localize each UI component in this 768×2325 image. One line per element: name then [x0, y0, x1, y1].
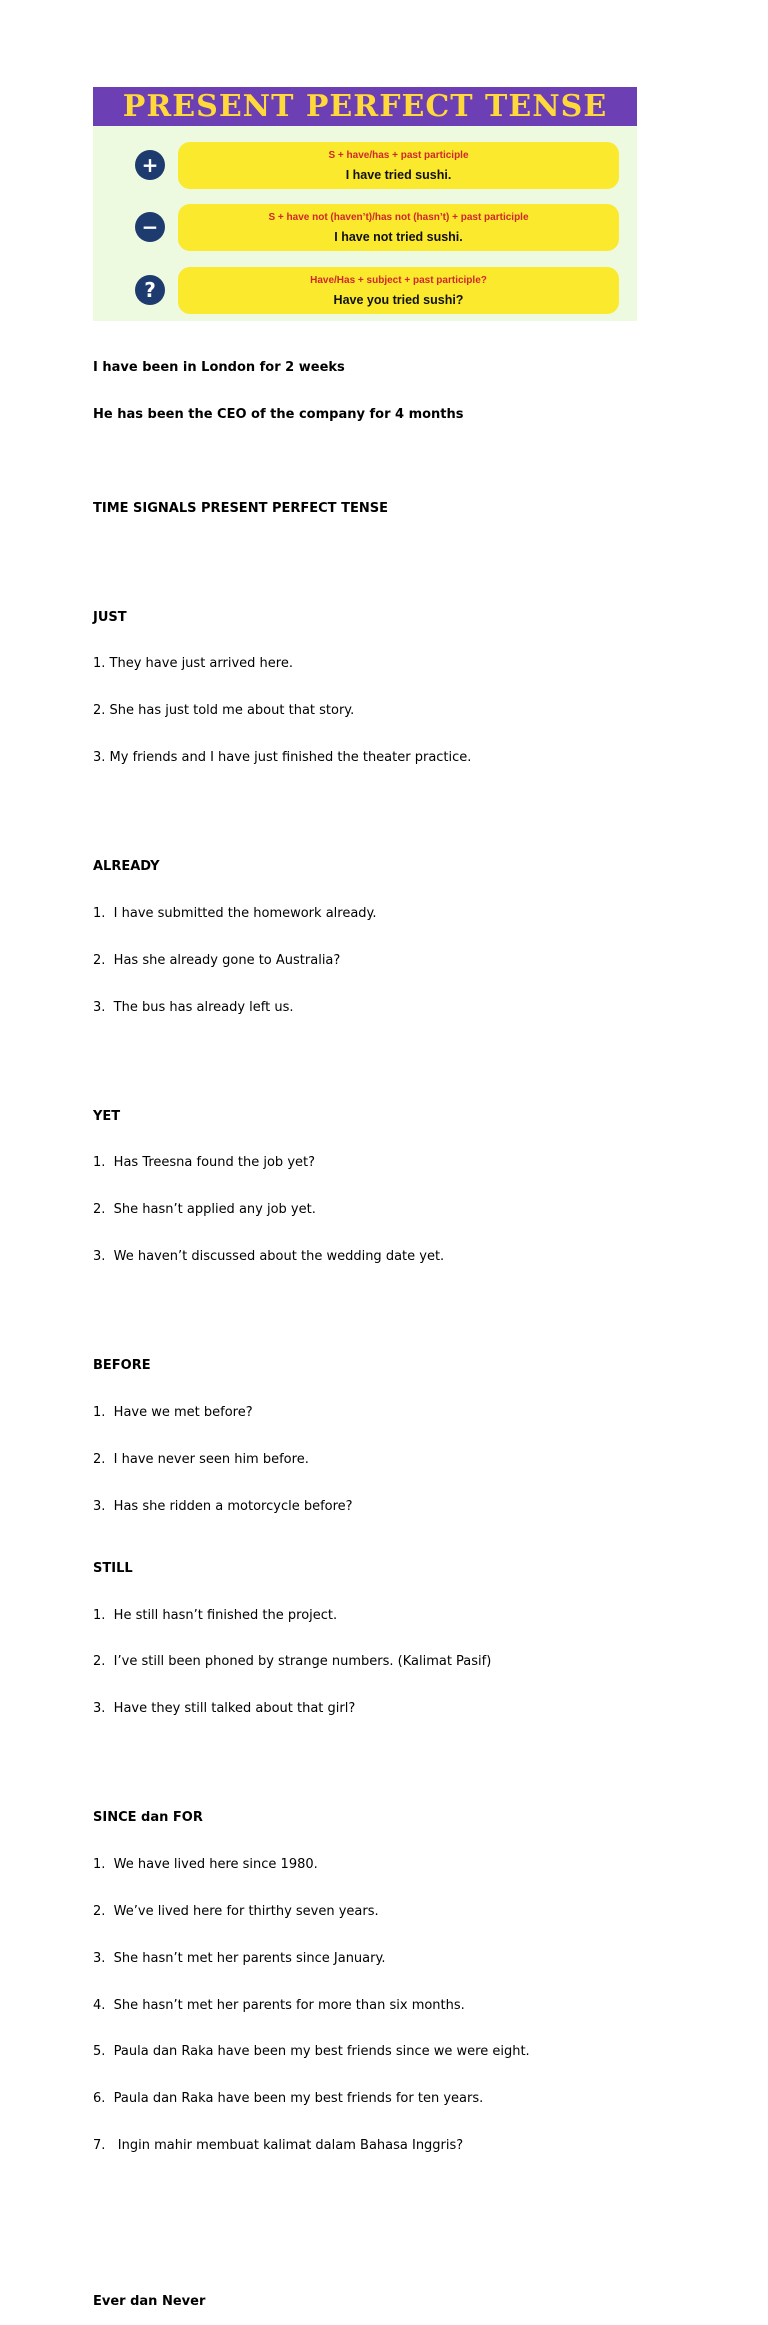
- list-item: 2. She has just told me about that story.: [93, 703, 355, 719]
- spacer: [93, 1046, 733, 1062]
- section-heading-already: ALREADY: [93, 859, 160, 875]
- infographic-title: PRESENT PERFECT TENSE: [122, 88, 608, 124]
- negative-example: I have not tried sushi.: [334, 230, 463, 244]
- list-item: 2. We’ve lived here for thirthy seven years.: [93, 1903, 379, 1919]
- spacer: [93, 1748, 733, 1764]
- spacer: [93, 1296, 733, 1312]
- spacer: [93, 797, 733, 813]
- infographic-title-bar: [93, 87, 637, 126]
- spacer: [93, 547, 733, 563]
- list-item: 2. I have never seen him before.: [93, 1451, 309, 1467]
- minus-icon: −: [135, 212, 165, 242]
- present-perfect-infographic: [93, 87, 637, 321]
- document-body: [93, 329, 733, 2325]
- negative-formula: S + have not (haven’t)/has not (hasn’t) + past participle: [268, 212, 529, 223]
- question-formula: Have/Has + subject + past participle?: [310, 275, 487, 286]
- spacer: [93, 2231, 733, 2247]
- intro-line: I have been in London for 2 weeks: [93, 360, 345, 376]
- time-signals-heading: TIME SIGNALS PRESENT PERFECT TENSE: [93, 500, 388, 516]
- list-item: 1. Has Treesna found the job yet?: [93, 1155, 316, 1171]
- section-heading-just: JUST: [93, 609, 127, 625]
- question-icon: ?: [135, 275, 165, 305]
- spacer: [93, 2185, 733, 2201]
- positive-form-pill: [178, 142, 619, 189]
- list-item: 1. I have submitted the homework already.: [93, 905, 377, 921]
- list-item: 2. I’ve still been phoned by strange numbers. (Kalimat Pasif): [93, 1654, 492, 1670]
- list-item: 4. She hasn’t met her parents for more than six months.: [93, 1997, 465, 2013]
- list-item: 6. Paula dan Raka have been my best friends for ten years.: [93, 2091, 484, 2107]
- section-heading-since-for: SINCE dan FOR: [93, 1810, 203, 1826]
- list-item: 1. He still hasn’t finished the project.: [93, 1607, 338, 1623]
- positive-formula: S + have/has + past participle: [328, 150, 469, 161]
- question-form-pill: [178, 267, 619, 314]
- question-example: Have you tried sushi?: [333, 293, 464, 307]
- positive-example: I have tried sushi.: [345, 168, 452, 182]
- intro-line: He has been the CEO of the company for 4 months: [93, 406, 464, 422]
- list-item: 2. She hasn’t applied any job yet.: [93, 1202, 316, 1218]
- question-form-row: [93, 267, 637, 314]
- section-heading-still: STILL: [93, 1560, 133, 1576]
- section-heading-before: BEFORE: [93, 1358, 151, 1374]
- list-item: 2. Has she already gone to Australia?: [93, 952, 341, 968]
- list-item: 3. She hasn’t met her parents since January.: [93, 1950, 386, 1966]
- negative-form-row: [93, 204, 637, 251]
- negative-form-pill: [178, 204, 619, 251]
- list-item: 7. Ingin mahir membuat kalimat dalam Bahasa Inggris?: [93, 2137, 464, 2153]
- positive-form-row: [93, 142, 637, 189]
- list-item: 1. They have just arrived here.: [93, 656, 293, 672]
- list-item: 3. My friends and I have just finished the theater practice.: [93, 750, 472, 766]
- spacer: [93, 454, 733, 470]
- plus-icon: +: [135, 150, 165, 180]
- list-item: 5. Paula dan Raka have been my best friends since we were eight.: [93, 2044, 530, 2060]
- list-item: 3. The bus has already left us.: [93, 999, 294, 1015]
- list-item: 3. Has she ridden a motorcycle before?: [93, 1498, 353, 1514]
- section-heading-ever-never: Ever dan Never: [93, 2293, 206, 2309]
- list-item: 3. We haven’t discussed about the wedding date yet.: [93, 1249, 445, 1265]
- list-item: 1. We have lived here since 1980.: [93, 1857, 318, 1873]
- section-heading-yet: YET: [93, 1108, 121, 1124]
- list-item: 1. Have we met before?: [93, 1404, 253, 1420]
- list-item: 3. Have they still talked about that girl?: [93, 1701, 356, 1717]
